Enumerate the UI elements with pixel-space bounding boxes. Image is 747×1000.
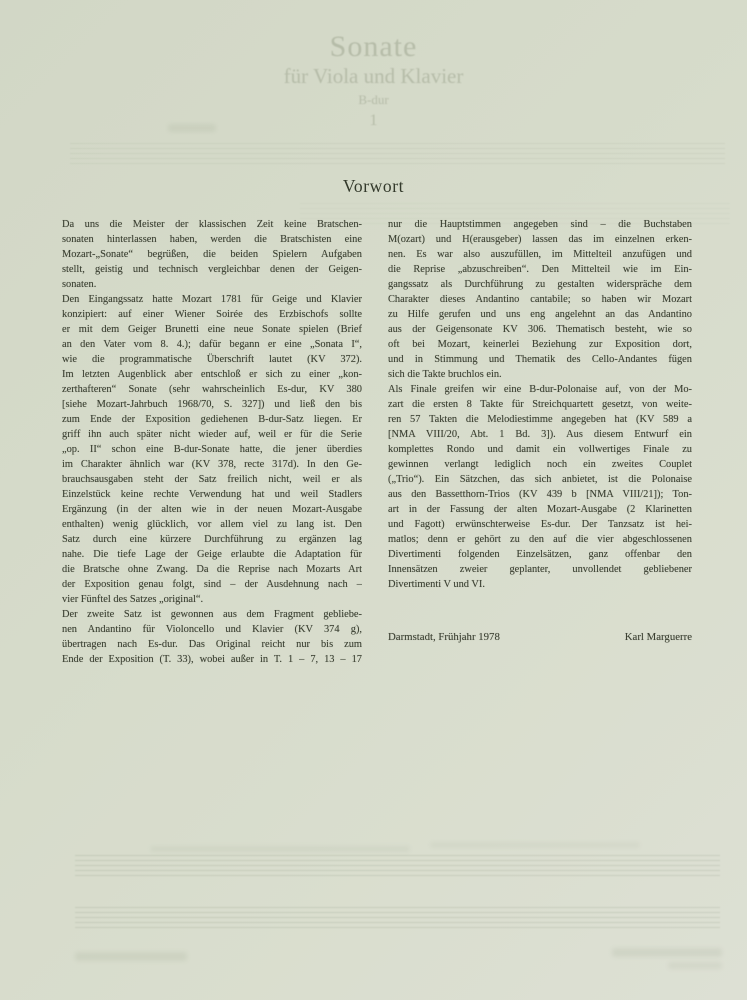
text-line: zart die ersten 8 Takte für Streichquartett gesetzt, von weite- [388, 399, 692, 410]
preface-column-left [62, 217, 362, 667]
signature-author: Karl Marguerre [624, 631, 692, 643]
bleedthrough-work-subtitle: für Viola und Klavier [283, 64, 464, 88]
text-line: komplettes Rondo und damit ein vollwertiges Finale zu [388, 444, 692, 455]
text-line: und in Stimmung und Thematik des Cello-Andantes fügen [388, 354, 692, 365]
bleedthrough-smudge [168, 124, 216, 132]
text-line: konzipiert: auf einer Wiener Soirée des Erzbischofs sollte [62, 309, 362, 320]
text-line: M(ozart) und H(erausgeber) lassen das im einzelnen erken- [388, 234, 692, 245]
text-line: gewinnen verlangt lediglich noch ein zweites Couplet [388, 459, 692, 470]
text-line: zerthafteren“ Sonate (sehr wahrscheinlich Es-dur, KV 380 [62, 384, 362, 395]
text-line: nen. Es war also auszufüllen, im Mittelteil anzufügen und [388, 249, 692, 260]
text-line: im Charakter ähnlich war (KV 378, recte 317d). In den Ge- [62, 459, 362, 470]
text-line: brauchsausgaben steht der Satz freilich nicht, weil er als [62, 474, 362, 485]
text-line: oft bei Mozart, keinerlei Beziehung zur Exposition dort, [388, 339, 692, 350]
text-line: Einzelstück keine rechte Verwendung hat und weil Stadlers [62, 489, 362, 500]
text-line: Da uns die Meister der klassischen Zeit keine Bratschen- [62, 219, 362, 230]
text-line: zu Hilfe gerufen und uns eng angelehnt an das Andantino [388, 309, 692, 320]
bleedthrough-smudge [430, 842, 640, 848]
bleedthrough-work-title: Sonate [329, 30, 418, 63]
text-line: zum Ende der Exposition gediehenen B-dur-Satz liegen. Er [62, 414, 362, 425]
text-line: aus den Bassetthorn-Trios (KV 439 b [NMA VIII/21]); Ton- [388, 489, 692, 500]
bleedthrough-smudge [75, 952, 187, 961]
text-line: („Trio“). Ein Sätzchen, das sich anbietet, ist die Polonaise [388, 474, 692, 485]
bleedthrough-staff-lines [75, 855, 720, 876]
text-line: Ergänzung (in der alten wie in der neuen Mozart-Ausgabe [62, 504, 362, 515]
text-line: art in der Fassung der alten Mozart-Ausgabe (2 Klarinetten [388, 504, 692, 515]
text-line: sonaten. [62, 279, 97, 290]
text-line: der Exposition genau folgt, sind – der Ausdehnung nach – [62, 579, 362, 590]
text-line: [siehe Mozart-Jahrbuch 1968/70, S. 327]) und ließ den bis [62, 399, 362, 410]
text-line: aus der Geigensonate KV 306. Thematisch besteht, wie so [388, 324, 692, 335]
text-line: nahe. Die tiefe Lage der Geige erlaubte die Adaptation für [62, 549, 362, 560]
bleedthrough-smudge [668, 962, 722, 969]
bleedthrough-work-key: B-dur [358, 92, 389, 107]
bleedthrough-smudge [612, 948, 722, 957]
text-line: Divertimenti V und VI. [388, 579, 485, 590]
text-line: und Fagott) erwünschterweise Es-dur. Der Tanzsatz ist hei- [388, 519, 692, 530]
text-line: nur die Hauptstimmen angegeben sind – die Buchstaben [388, 219, 692, 230]
text-line: „op. II“ schon eine B-dur-Sonate hatte, die jener überdies [62, 444, 362, 455]
page-title: Vorwort [342, 176, 405, 196]
text-line: Satz durch eine kürzere Durchführung zu ergänzen lag [62, 534, 362, 545]
text-line: [NMA VIII/20, Abt. 1 Bd. 3]). Aus diesem Entwurf ein [388, 429, 692, 440]
bleedthrough-smudge [150, 846, 410, 852]
text-line: die Bratsche ohne Zwang. Da die Reprise nach Mozarts Art [62, 564, 362, 575]
text-line: ren 57 Takten die Melodiestimme angegeben hat (KV 589 a [388, 414, 692, 425]
text-line: enthalten) wenig glücklich, vor allem viel zu lang ist. Den [62, 519, 362, 530]
text-line: nen Andantino für Violoncello und Klavier (KV 374 g), [62, 624, 362, 635]
text-line: Charakter dieses Andantino cantabile; so haben wir Mozart [388, 294, 692, 305]
text-line: griff ihn auch später nicht wieder auf, weil er für die Serie [62, 429, 362, 440]
text-line: Der zweite Satz ist gewonnen aus dem Fragment gebliebe- [62, 609, 362, 620]
text-line: Im letzten Augenblick aber entschloß er sich zu einer „kon- [62, 369, 362, 380]
bleedthrough-staff-lines [70, 143, 725, 164]
text-line: Den Eingangssatz hatte Mozart 1781 für Geige und Klavier [62, 294, 362, 305]
text-line: Als Finale greifen wir eine B-dur-Polonaise auf, von der Mo- [388, 384, 692, 395]
text-line: sonaten hinterlassen haben, werden die Bratschisten eine [62, 234, 362, 245]
signature-line [388, 631, 692, 643]
text-line: an den Vater vom 8. 4.); dafür begann er eine „Sonata I“, [62, 339, 362, 350]
text-line: Divertimenti folgenden Einzelsätzen, ganz offenbar den [388, 549, 692, 560]
text-line: stellt, geistig und technisch vergleichbar denen der Geigen- [62, 264, 362, 275]
text-line: sich die Takte bruchlos ein. [388, 369, 502, 380]
text-line: Mozart-„Sonate“ begrüßen, die beiden Spielern Aufgaben [62, 249, 362, 260]
preface-column-right [388, 217, 692, 592]
bleedthrough-movement-number: 1 [369, 112, 378, 129]
text-line: Ende der Exposition (T. 33), wobei außer in T. 1 – 7, 13 – 17 [62, 654, 362, 665]
text-line: Innensätzen zweier geplanter, unvollendet gebliebener [388, 564, 692, 575]
text-line: übertragen nach Es-dur. Das Original reicht nur bis zum [62, 639, 362, 650]
text-line: gangssatz als Durchführung zu gestalten widerspräche dem [388, 279, 692, 290]
text-line: matlos; denn er gehört zu den auf die vier abgeschlossenen [388, 534, 692, 545]
text-line: wie die programmatische Überschrift lautet (KV 372). [62, 354, 362, 365]
text-line: vier Fünftel des Satzes „original“. [62, 594, 204, 605]
signature-place-date: Darmstadt, Frühjahr 1978 [388, 631, 500, 643]
text-line: er mit dem Geiger Brunetti eine neue Sonate spielen (Brief [62, 324, 362, 335]
bleedthrough-staff-lines [75, 907, 720, 928]
text-line: die Reprise „abzuschreiben“. Den Mittelteil wie im Ein- [388, 264, 692, 275]
